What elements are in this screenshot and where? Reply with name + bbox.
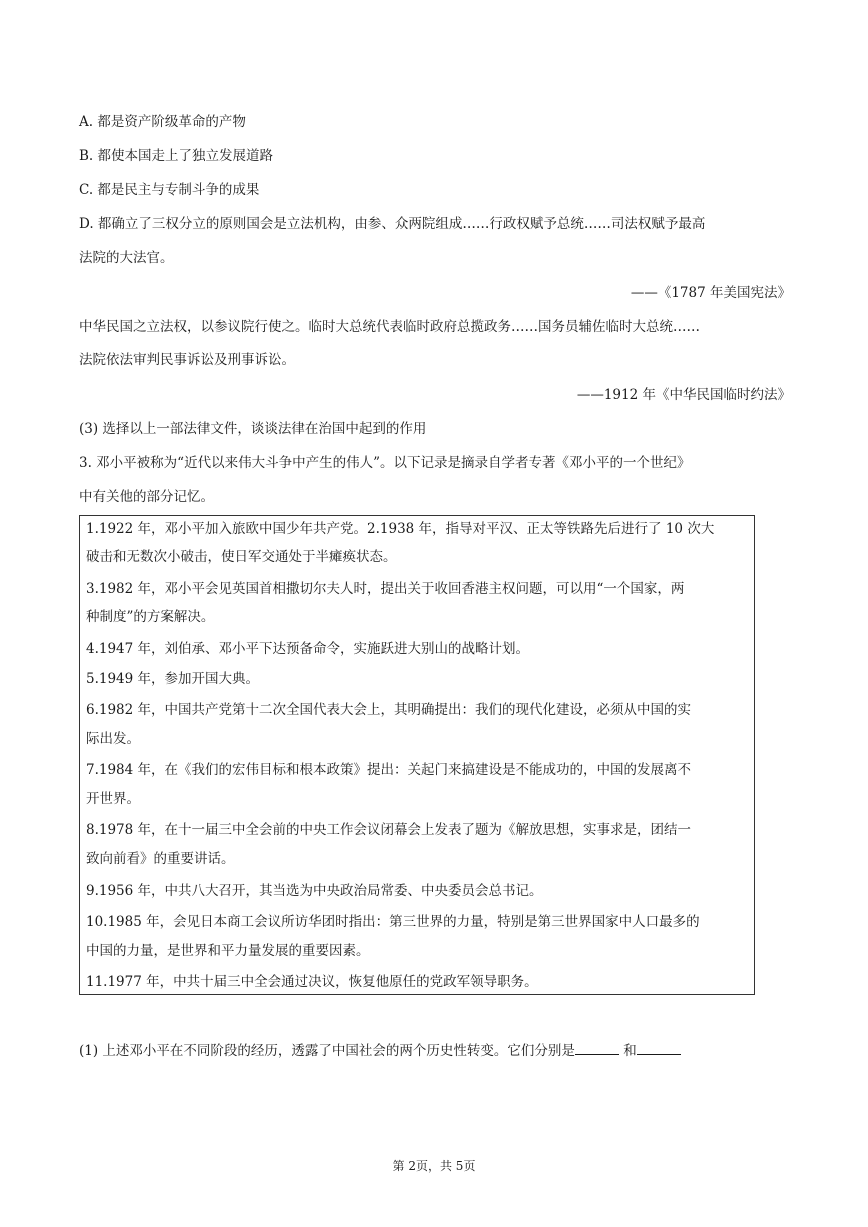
box-line: 11.1977 年，中共十届三中全会通过决议，恢复他原任的党政军领导职务。 xyxy=(86,974,538,990)
box-line: 8.1978 年，在十一届三中全会前的中央工作会议闭幕会上发表了题为《解放思想，实事求是，团结一 xyxy=(86,822,692,838)
question-3-line1: 3. 邓小平被称为“近代以来伟大斗争中产生的伟人”。以下记录是摘录自学者专著《邓小平的一个世纪》 xyxy=(79,455,691,471)
option-d-line1: D. 都确立了三权分立的原则国会是立法机构，由参、众两院组成……行政权赋予总统……司法权赋予最高 xyxy=(79,216,706,232)
box-line: 种制度”的方案解决。 xyxy=(86,609,215,625)
option-d-line2: 法院的大法官。 xyxy=(79,250,174,266)
quote-line1: 中华民国之立法权，以参议院行使之。临时大总统代表临时政府总揽政务……国务员辅佐临时大总统…… xyxy=(79,319,700,335)
option-c: C. 都是民主与专制斗争的成果 xyxy=(79,182,260,198)
box-line: 6.1982 年，中国共产党第十二次全国代表大会上，其明确提出：我们的现代化建设，必须从中国的实 xyxy=(86,702,692,718)
box-line: 中国的力量，是世界和平力量发展的重要因素。 xyxy=(86,943,370,959)
box-line: 1.1922 年，邓小平加入旅欧中国少年共产党。2.1938 年，指导对平汉、正太等铁路先后进行了 10 次大 xyxy=(86,521,715,537)
box-line: 5.1949 年，参加开国大典。 xyxy=(86,671,260,687)
sub-question-3: (3) 选择以上一部法律文件，谈谈法律在治国中起到的作用 xyxy=(79,421,427,437)
question-1-connector: 和 xyxy=(623,1043,637,1059)
question-3-line2: 中有关他的部分记忆。 xyxy=(79,489,214,505)
quote-line2: 法院依法审判民事诉讼及刑事诉讼。 xyxy=(79,352,295,368)
question-1 xyxy=(79,1040,791,1061)
source-citation-2: ——1912 年《中华民国临时约法》 xyxy=(576,387,791,403)
answer-blank-1[interactable] xyxy=(575,1040,619,1055)
box-line: 3.1982 年，邓小平会见英国首相撒切尔夫人时，提出关于收回香港主权问题，可以用“一个国家，两 xyxy=(86,581,685,597)
option-b: B. 都使本国走上了独立发展道路 xyxy=(79,148,274,164)
box-line: 致向前看》的重要讲话。 xyxy=(86,851,235,867)
timeline-box xyxy=(79,515,755,995)
answer-blank-2[interactable] xyxy=(637,1040,681,1055)
box-line: 4.1947 年，刘伯承、邓小平下达预备命令，实施跃进大别山的战略计划。 xyxy=(86,641,530,657)
option-a: A. 都是资产阶级革命的产物 xyxy=(79,114,246,130)
box-line: 破击和无数次小破击，使日军交通处于半瘫痪状态。 xyxy=(86,549,397,565)
box-line: 7.1984 年，在《我们的宏伟目标和根本政策》提出：关起门来搞建设是不能成功的，中国的发展离不 xyxy=(86,762,692,778)
box-line: 际出发。 xyxy=(86,731,140,747)
box-line: 开世界。 xyxy=(86,791,140,807)
box-line: 10.1985 年，会见日本商工会议所访华团时指出：第三世界的力量，特别是第三世界国家中人口最多的 xyxy=(86,914,700,930)
box-line: 9.1956 年，中共八大召开，其当选为中央政治局常委、中央委员会总书记。 xyxy=(86,883,543,899)
question-1-text: (1) 上述邓小平在不同阶段的经历，透露了中国社会的两个历史性转变。它们分别是 xyxy=(79,1043,575,1059)
source-citation-1: ——《1787 年美国宪法》 xyxy=(630,285,791,301)
page-footer: 第 2页，共 5页 xyxy=(392,1159,476,1173)
